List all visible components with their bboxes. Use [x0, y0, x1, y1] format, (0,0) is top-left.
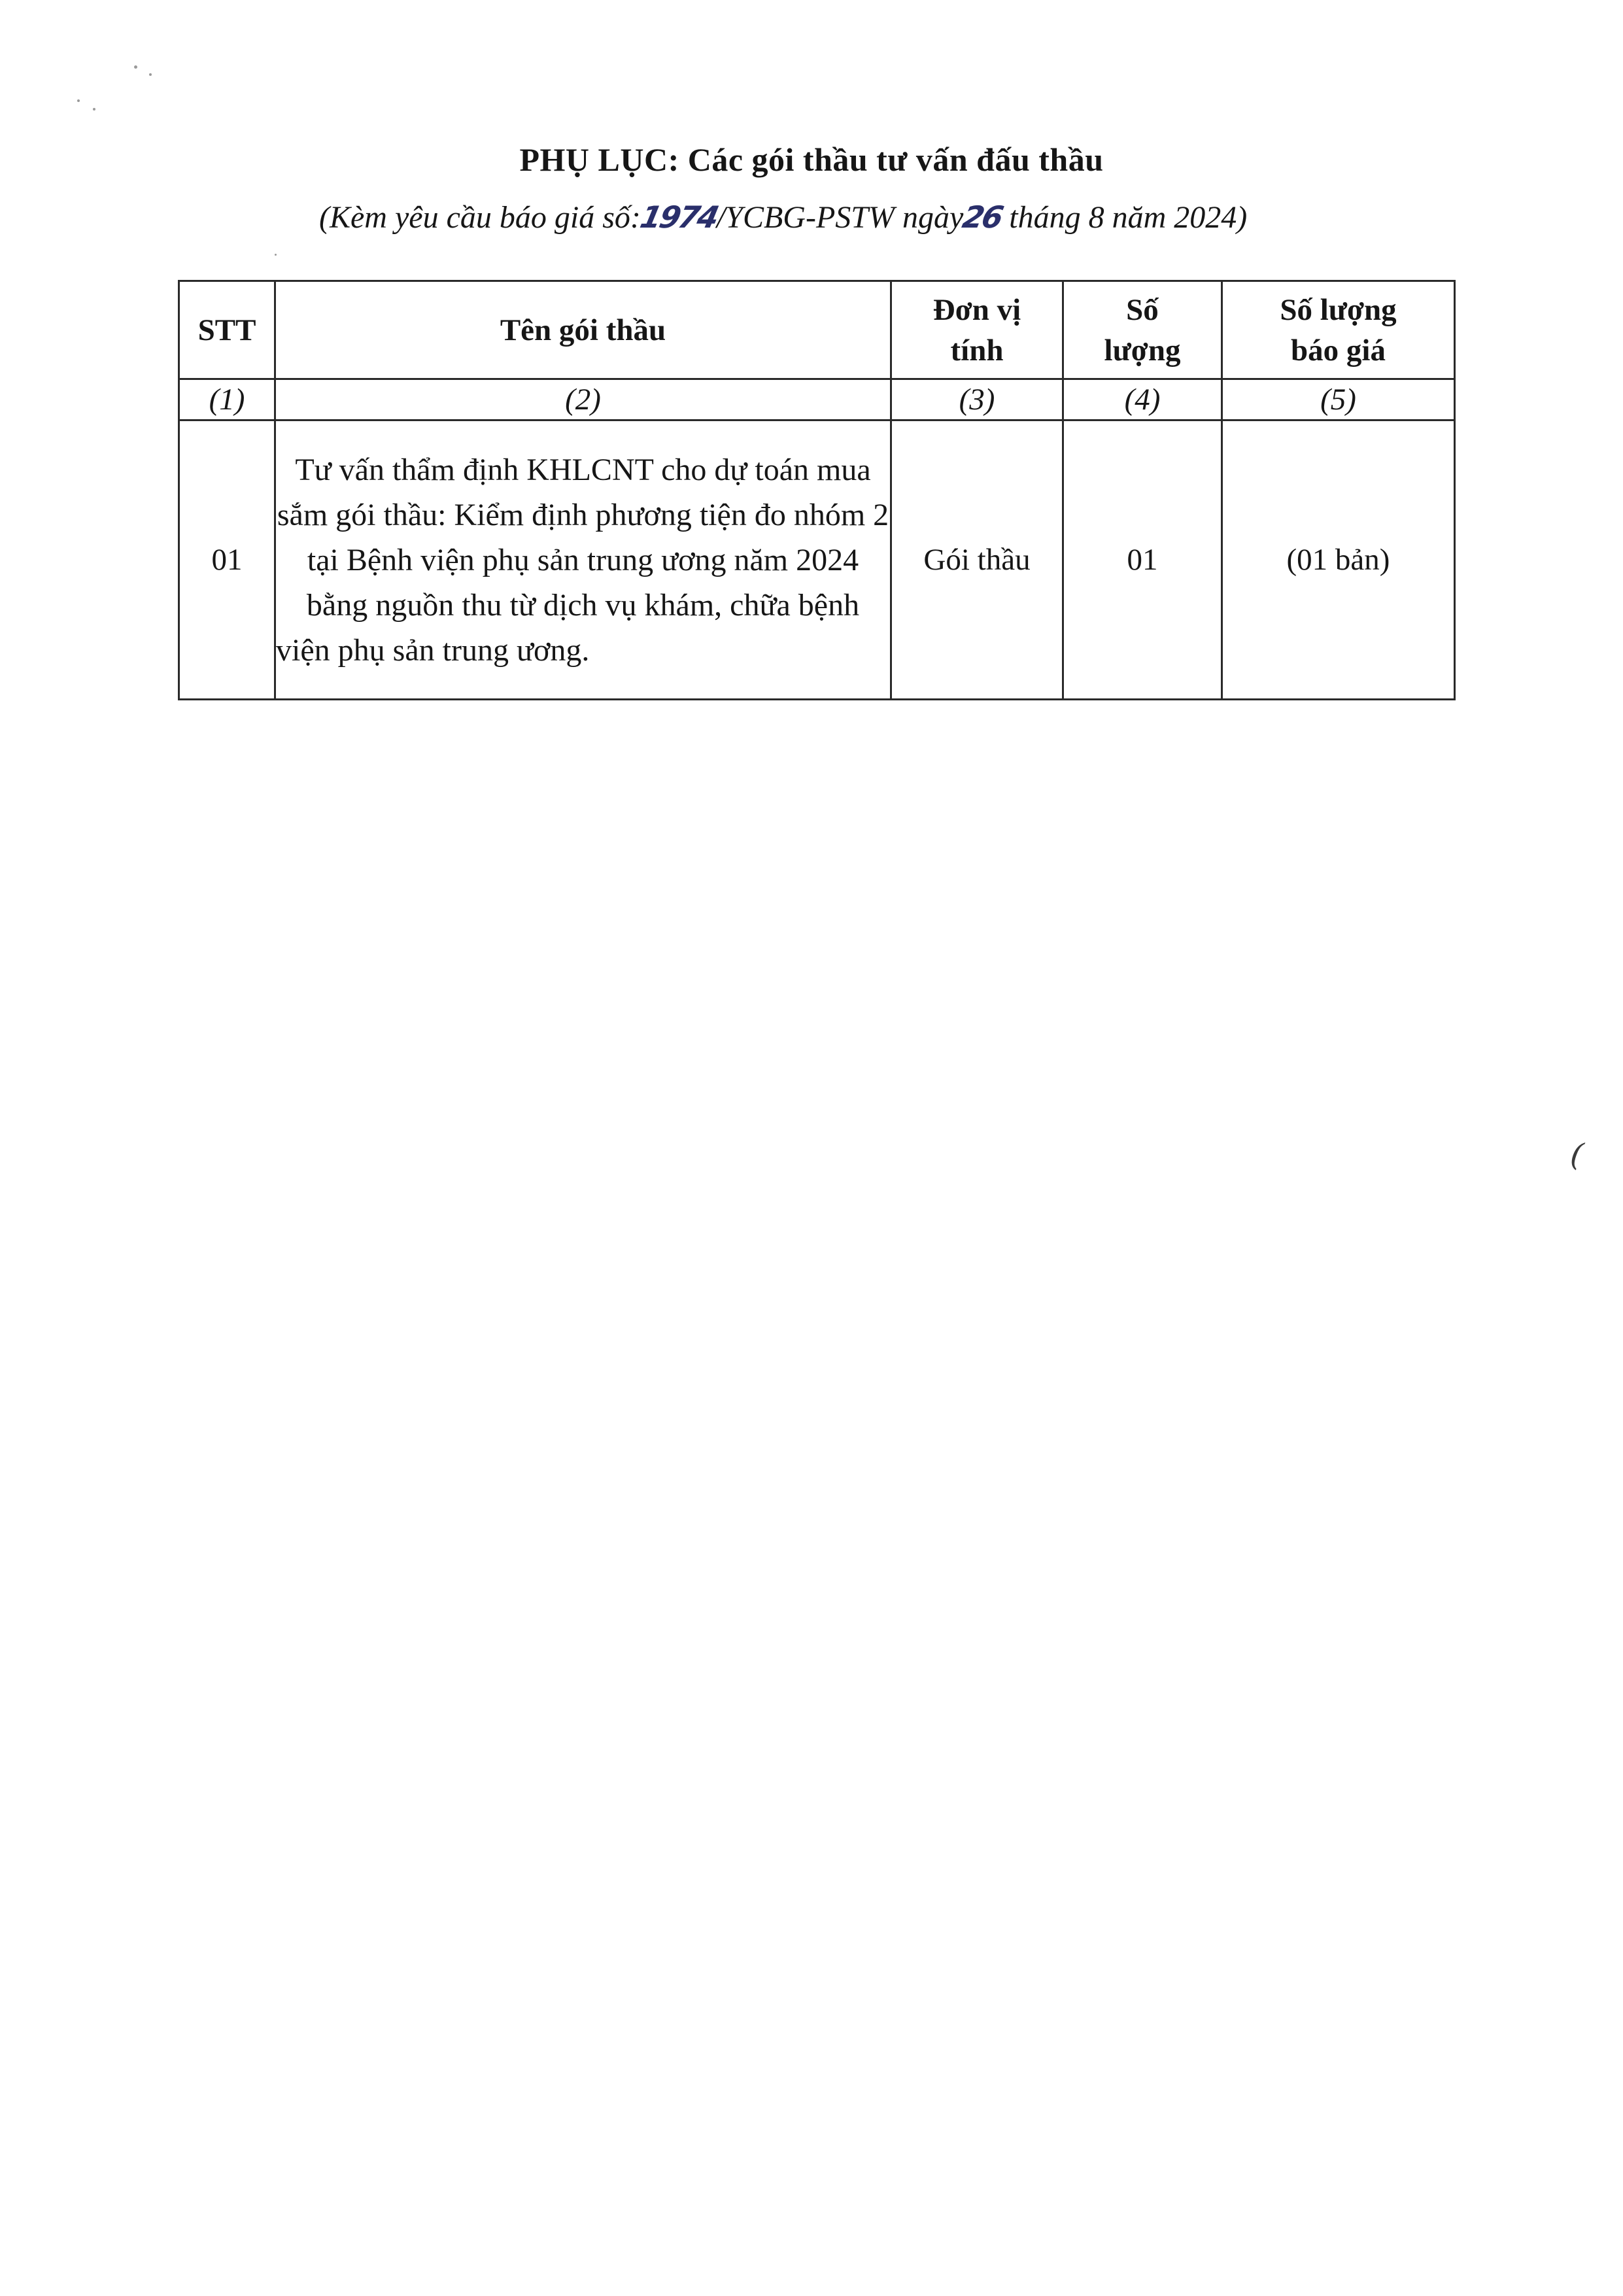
scan-speck [134, 65, 137, 69]
header-unit-line2: tính [950, 333, 1004, 368]
header-qty [1063, 281, 1222, 379]
row-stt: 01 [179, 420, 275, 700]
scan-speck [77, 99, 80, 102]
margin-handwritten-mark: ( [1568, 1135, 1586, 1174]
column-index: (4) [1063, 379, 1222, 420]
header-unit [891, 281, 1063, 379]
column-index: (5) [1222, 379, 1455, 420]
row-qty: 01 [1063, 420, 1222, 700]
bid-package-table [178, 280, 1456, 700]
column-index: (3) [891, 379, 1063, 420]
header-qty-line1: Số [1126, 292, 1159, 327]
handwritten-day: 26 [959, 199, 1006, 235]
header-stt: STT [179, 281, 275, 379]
table-header-row [179, 281, 1455, 379]
header-name: Tên gói thầu [275, 281, 891, 379]
scan-speck [275, 254, 277, 256]
column-index: (1) [179, 379, 275, 420]
scan-speck [149, 73, 152, 76]
table-row [179, 420, 1455, 700]
page-title: PHỤ LỤC: Các gói thầu tư vấn đấu thầu [519, 141, 1104, 178]
document-subtitle [319, 199, 1247, 235]
subtitle-suffix: tháng 8 năm 2024) [1001, 200, 1248, 235]
row-unit: Gói thầu [891, 420, 1063, 700]
header-quote-qty [1222, 281, 1455, 379]
header-qty-line2: lượng [1104, 333, 1181, 368]
scan-speck [93, 108, 95, 111]
header-quote-qty-line1: Số lượng [1280, 292, 1397, 327]
subtitle-prefix: (Kèm yêu cầu báo giá số: [319, 200, 641, 235]
subtitle-middle: /YCBG-PSTW ngày [716, 200, 964, 235]
handwritten-number: 1974 [637, 199, 721, 235]
column-index: (2) [275, 379, 891, 420]
header-quote-qty-line2: báo giá [1291, 333, 1386, 368]
row-package-name: Tư vấn thẩm định KHLCNT cho dự toán mua sắm gói thầu: Kiểm định phương tiện đo nhóm 2 tại Bệnh viện phụ sản trung ương năm 2024 bằng nguồn thu từ dịch vụ khám, chữa bệnh viện phụ sản trung ương. [275, 420, 891, 700]
column-index-row [179, 379, 1455, 420]
row-quote-qty: (01 bản) [1222, 420, 1455, 700]
header-unit-line1: Đơn vị [932, 292, 1021, 327]
